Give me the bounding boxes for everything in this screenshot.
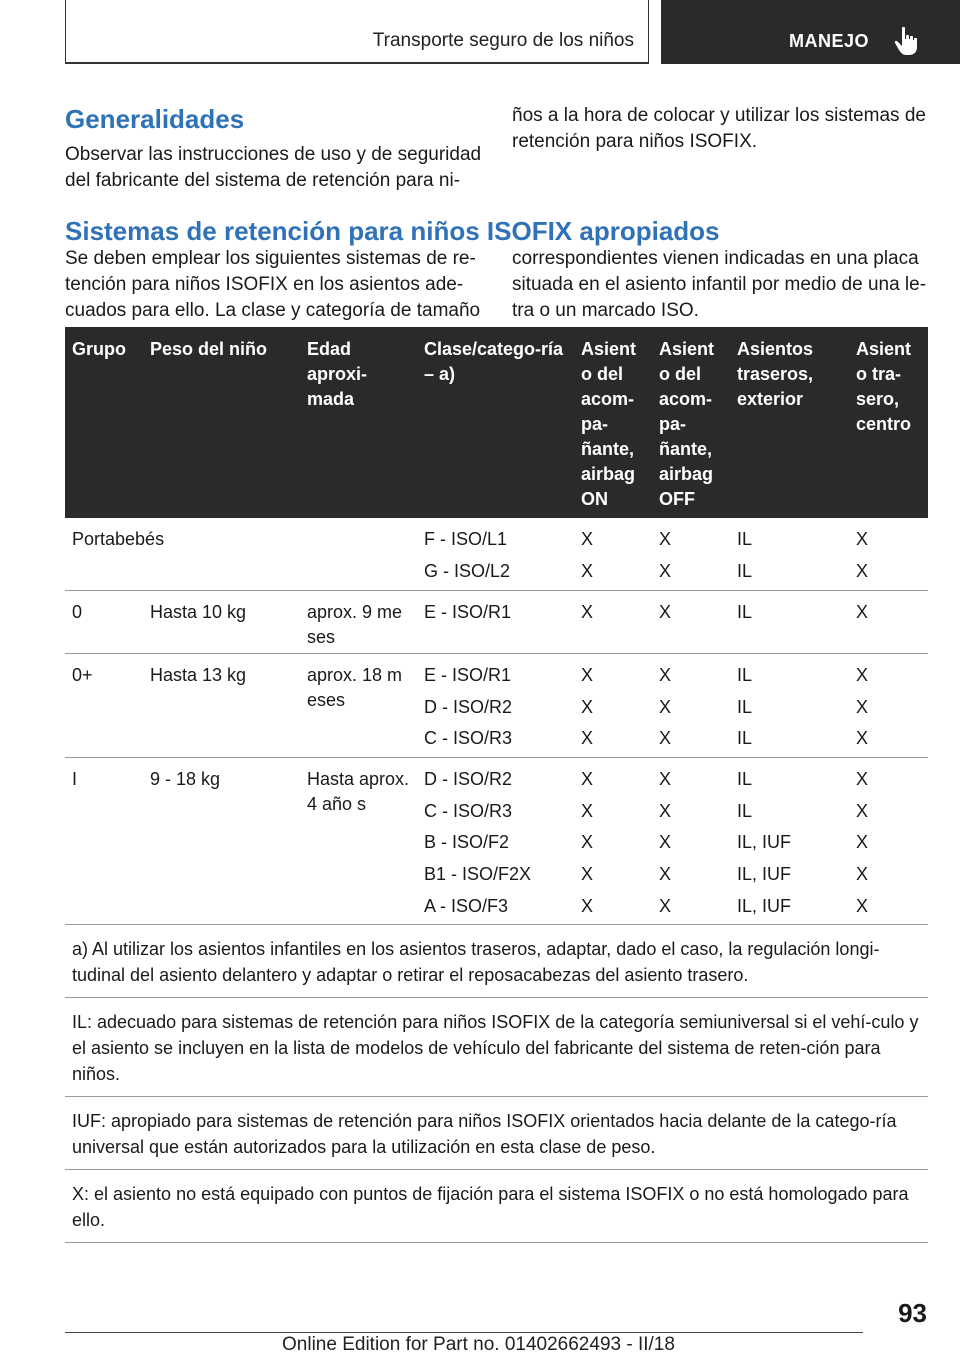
general-text-right: ños a la hora de colocar y utilizar los sistemas de retención para niños ISOFIX. [512,105,926,152]
isofix-table [65,327,928,1243]
cell-class: B1 - ISO/F2X [424,864,532,884]
cell-weight: Hasta 10 kg [150,602,247,622]
general-text-left: Observar las instrucciones de uso y de seguridad del fabricante del sistema de retención para ni- [65,144,482,191]
cell-rear-outer: IL [737,529,753,549]
footer-divider [65,1332,863,1333]
col-header-class: Clase/catego-ría – a) [424,339,564,384]
cell-class: G - ISO/L2 [424,561,511,581]
cell-class: F - ISO/L1 [424,529,508,549]
cell-class: B - ISO/F2 [424,832,510,852]
cell-airbag-on: X [581,769,594,789]
isofix-heading: Sistemas de retención para niños ISOFIX apropiados [65,216,720,246]
cell-rear-center: X [856,769,869,789]
cell-age: aprox. 18 m eses [307,665,403,710]
cell-rear-outer: IL [737,602,753,622]
cell-airbag-on: X [581,697,594,717]
cell-class: C - ISO/R3 [424,728,513,748]
cell-weight: 9 - 18 kg [150,769,221,789]
cell-rear-center: X [856,561,869,581]
edition-text: Online Edition for Part no. 01402662493 - II/18 [282,1334,675,1355]
cell-rear-outer: IL, IUF [737,864,792,884]
page-number: 93 [898,1298,927,1328]
cell-age: Hasta aprox. 4 año s [307,769,410,814]
isofix-text-left: Se deben emplear los siguientes sistemas de re-tención para niños ISOFIX en los asientos ade-cuados para ello. La clase y categoría de tamaño [65,248,481,321]
cell-rear-center: X [856,728,869,748]
cell-airbag-off: X [659,801,672,821]
table-row [65,518,928,591]
cell-rear-center: X [856,896,869,916]
isofix-text-right: correspondientes vienen indicadas en una placa situada en el asiento infantil por medio de una le-tra o un marcado ISO. [512,248,927,321]
cell-rear-center: X [856,697,869,717]
cell-airbag-on: X [581,561,594,581]
cell-rear-center: X [856,529,869,549]
cell-airbag-on: X [581,602,594,622]
hand-pointer-icon [893,26,921,56]
table-header [65,327,928,518]
cell-airbag-on: X [581,728,594,748]
cell-airbag-off: X [659,529,672,549]
cell-group: I [72,769,78,789]
cell-airbag-on: X [581,801,594,821]
cell-airbag-off: X [659,769,672,789]
cell-airbag-on: X [581,529,594,549]
general-heading: Generalidades [65,104,245,134]
col-header-rear-outer: Asientos traseros, exterior [737,339,814,409]
cell-airbag-off: X [659,728,672,748]
cell-rear-outer: IL [737,697,753,717]
cell-rear-center: X [856,801,869,821]
footnote-il: IL: adecuado para sistemas de retención para niños ISOFIX de la categoría semiuniversal si el vehí-culo y el asiento se incluyen en la lista de modelos de vehículo del fabricante del sistema de reten-ción para niños. [65,998,928,1097]
footnote-x: X: el asiento no está equipado con puntos de fijación para el sistema ISOFIX o no está homologado para ello. [65,1170,928,1243]
chapter-title: MANEJO [789,31,870,51]
cell-rear-outer: IL [737,769,753,789]
cell-weight: Hasta 13 kg [150,665,247,685]
cell-class: C - ISO/R3 [424,801,513,821]
cell-airbag-on: X [581,896,594,916]
cell-rear-center: X [856,602,869,622]
cell-rear-outer: IL [737,728,753,748]
col-header-group: Grupo [72,339,126,359]
cell-rear-outer: IL [737,665,753,685]
table-row [65,654,928,758]
footnote-iuf: IUF: apropiado para sistemas de retención para niños ISOFIX orientados hacia delante de la catego-ría universal que están autorizados para la utilización en esta clase de peso. [65,1097,928,1170]
col-header-weight: Peso del niño [150,339,268,359]
col-header-passenger-airbag-off: Asient o del acom-pa-ñante, airbag OFF [659,339,715,509]
cell-group: Portabebés [72,529,165,549]
col-header-age: Edad aproxi-mada [307,339,368,409]
col-header-rear-center: Asient o tra-sero, centro [856,339,912,434]
cell-class: E - ISO/R1 [424,602,512,622]
cell-group: 0+ [72,665,93,685]
cell-airbag-on: X [581,665,594,685]
cell-rear-center: X [856,832,869,852]
cell-group: 0 [72,602,83,622]
header-section-tab [65,0,649,64]
cell-rear-center: X [856,665,869,685]
cell-airbag-on: X [581,832,594,852]
cell-airbag-on: X [581,864,594,884]
section-title: Transporte seguro de los niños [372,30,634,51]
col-header-passenger-airbag-on: Asient o del acom-pa-ñante, airbag ON [581,339,637,509]
cell-class: D - ISO/R2 [424,769,513,789]
cell-rear-outer: IL [737,801,753,821]
cell-class: E - ISO/R1 [424,665,512,685]
cell-airbag-off: X [659,665,672,685]
cell-rear-outer: IL, IUF [737,832,792,852]
cell-airbag-off: X [659,832,672,852]
footnote-a: a) Al utilizar los asientos infantiles en los asientos traseros, adaptar, dado el caso, la regulación longi-tudinal del asiento delantero y adaptar o retirar el reposacabezas del asiento trasero. [65,925,928,998]
cell-age: aprox. 9 me ses [307,602,403,647]
cell-airbag-off: X [659,864,672,884]
table-row [65,591,928,654]
cell-rear-center: X [856,864,869,884]
cell-airbag-off: X [659,602,672,622]
cell-class: A - ISO/F3 [424,896,509,916]
cell-airbag-off: X [659,896,672,916]
table-row [65,758,928,925]
cell-airbag-off: X [659,697,672,717]
cell-rear-outer: IL [737,561,753,581]
cell-airbag-off: X [659,561,672,581]
cell-rear-outer: IL, IUF [737,896,792,916]
cell-class: D - ISO/R2 [424,697,513,717]
